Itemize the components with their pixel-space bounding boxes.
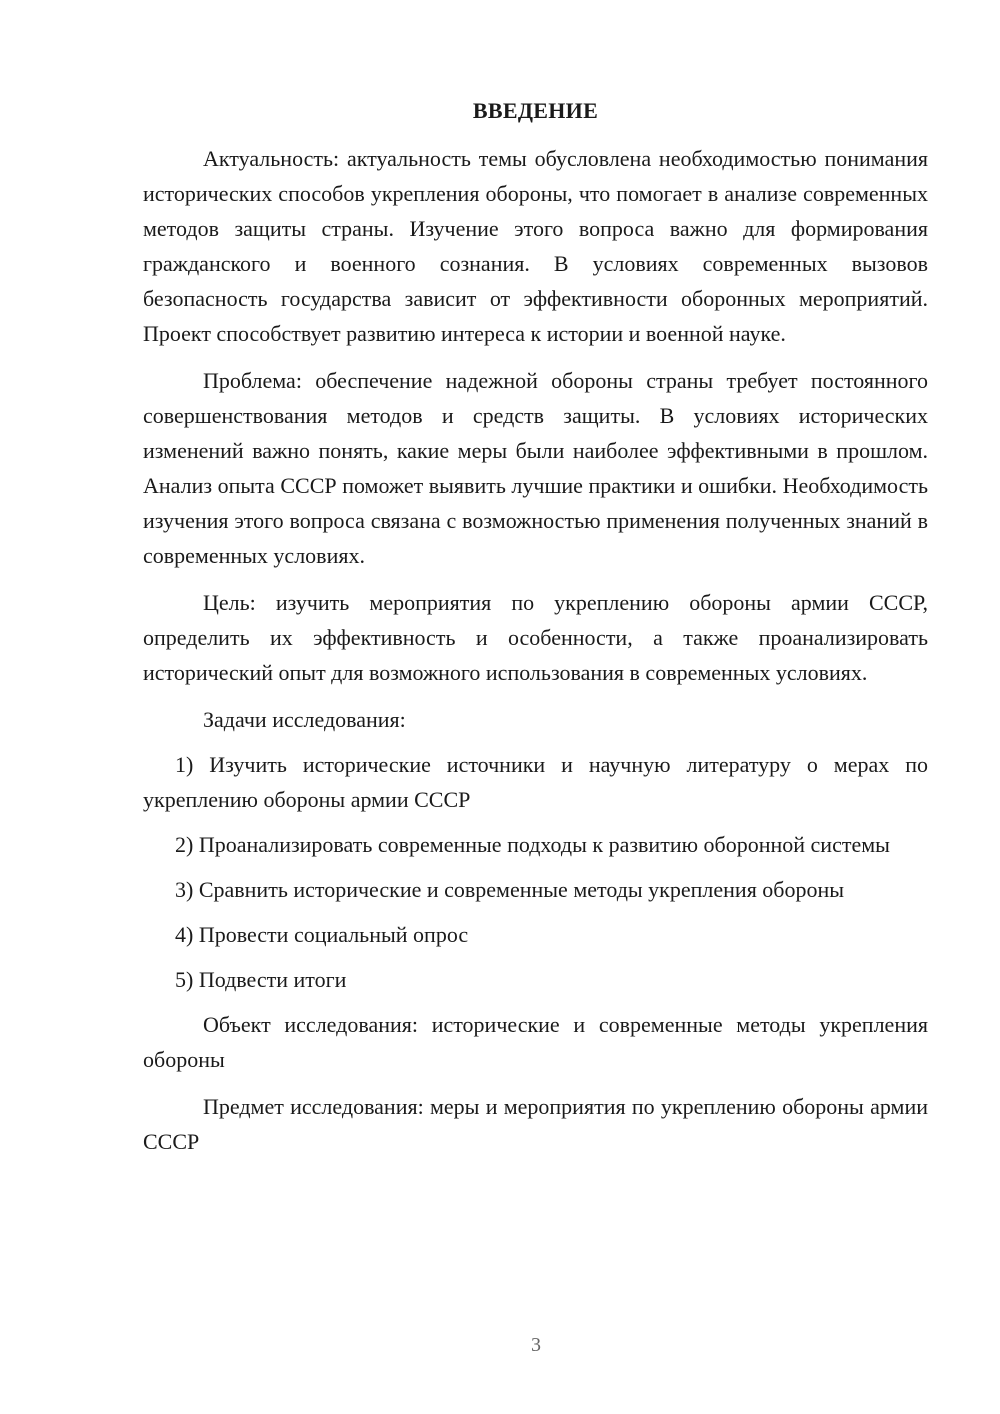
page-number: 3 (531, 1334, 541, 1356)
tasks-heading: Задачи исследования: (203, 707, 406, 732)
object-paragraph: Объект исследования: исторические и современные методы укрепления обороны (143, 1012, 928, 1072)
document-page (143, 96, 928, 1171)
page-title: ВВЕДЕНИЕ (472, 98, 599, 123)
task-item: 2) Проанализировать современные подходы к развитию оборонной системы (175, 832, 890, 857)
task-item: 4) Провести социальный опрос (175, 922, 469, 947)
task-item: 3) Сравнить исторические и современные методы укрепления обороны (175, 877, 845, 902)
tasks-list (143, 747, 928, 997)
subject-paragraph: Предмет исследования: меры и мероприятия по укреплению обороны армии СССР (143, 1094, 928, 1154)
problem-paragraph: Проблема: обеспечение надежной обороны страны требует постоянного совершенствования методов и средств защиты. В условиях исторических изменений важно понять, какие меры были наиболее эффективными в прошлом. Анализ опыта СССР поможет выявить лучшие практики и ошибки. Необходимость изучения этого вопроса связана с возможностью применения полученных знаний в современных условиях. (143, 368, 928, 568)
relevance-paragraph: Актуальность: актуальность темы обусловлена необходимостью понимания исторических способов укрепления обороны, что помогает в анализе современных методов защиты страны. Изучение этого вопроса важно для формирования гражданского и военного сознания. В условиях современных вызовов безопасность государства зависит от эффективности оборонных мероприятий. Проект способствует развитию интереса к истории и военной науке. (143, 146, 928, 346)
task-item: 1) Изучить исторические источники и научную литературу о мерах по укреплению обороны армии СССР (143, 752, 928, 812)
goal-paragraph: Цель: изучить мероприятия по укреплению обороны армии СССР, определить их эффективность и особенности, а также проанализировать исторический опыт для возможного использования в современных условиях. (143, 590, 928, 685)
task-item: 5) Подвести итоги (175, 967, 347, 992)
